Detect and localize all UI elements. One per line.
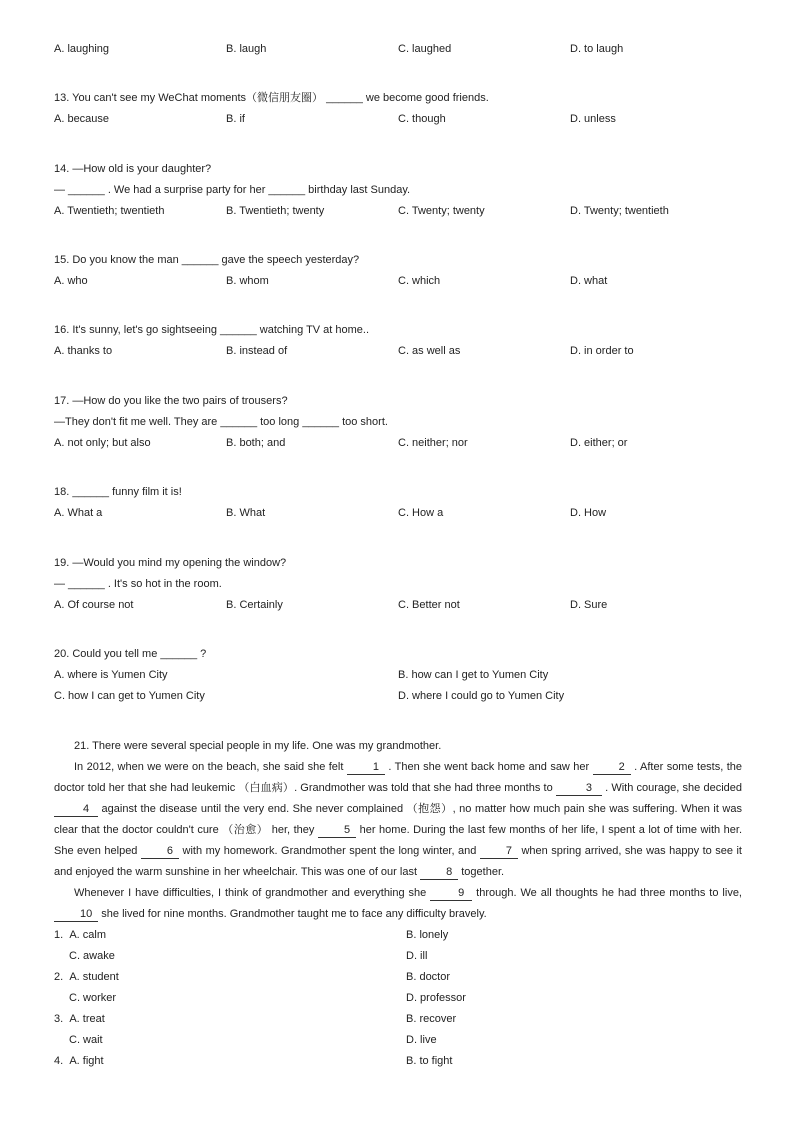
cloze-text: she lived for nine months. Grandmother taught me to face any difficulty bravely. bbox=[98, 908, 487, 920]
cloze-item-number: 4. bbox=[54, 1055, 64, 1067]
cloze-2-option-c[interactable]: C. worker bbox=[69, 992, 117, 1004]
q12-option-b[interactable]: B. laugh bbox=[226, 43, 267, 55]
cloze-blank-1[interactable]: 1 bbox=[347, 761, 385, 775]
q13-option-c[interactable]: C. though bbox=[398, 113, 446, 125]
cloze-2-option-d[interactable]: D. professor bbox=[406, 992, 466, 1004]
q13-option-b[interactable]: B. if bbox=[226, 113, 245, 125]
cloze-intro: 21. There were several special people in my life. One was my grandmother. bbox=[74, 740, 442, 752]
q20-option-b[interactable]: B. how can I get to Yumen City bbox=[398, 669, 549, 681]
q14-option-b[interactable]: B. Twentieth; twenty bbox=[226, 205, 325, 217]
cloze-item-number: 2. bbox=[54, 971, 64, 983]
q14-stem-line-1: 14. —How old is your daughter? bbox=[54, 163, 212, 175]
cloze-3-option-a[interactable]: A. treat bbox=[69, 1013, 105, 1025]
cloze-1-option-b[interactable]: B. lonely bbox=[406, 929, 449, 941]
q12-option-d[interactable]: D. to laugh bbox=[570, 43, 624, 55]
cloze-text: . With courage, she decided bbox=[601, 782, 742, 794]
q14-option-c[interactable]: C. Twenty; twenty bbox=[398, 205, 485, 217]
q19-option-a[interactable]: A. Of course not bbox=[54, 599, 134, 611]
q19-option-b[interactable]: B. Certainly bbox=[226, 599, 283, 611]
q12-option-c[interactable]: C. laughed bbox=[398, 43, 452, 55]
q17-option-c[interactable]: C. neither; nor bbox=[398, 437, 468, 449]
q16-option-c[interactable]: C. as well as bbox=[398, 345, 461, 357]
q19-stem-line-2: — ______ . It's so hot in the room. bbox=[54, 578, 222, 590]
q12-option-a[interactable]: A. laughing bbox=[54, 43, 110, 55]
q17-option-a[interactable]: A. not only; but also bbox=[54, 437, 151, 449]
q13-option-d[interactable]: D. unless bbox=[570, 113, 616, 125]
cloze-3-option-c[interactable]: C. wait bbox=[69, 1034, 103, 1046]
cloze-text: through. We all thoughts he had three months to live, bbox=[472, 887, 742, 899]
q19-option-c[interactable]: C. Better not bbox=[398, 599, 460, 611]
cloze-text: when spring arrived, she was happy to see it and enjoyed the warm sunshine in her wheelchair. This was one of our last bbox=[54, 845, 742, 878]
q14-stem-line-2: — ______ . We had a surprise party for her ______ birthday last Sunday. bbox=[54, 184, 411, 196]
cloze-blank-4[interactable]: 4 bbox=[54, 803, 98, 817]
q17-option-b[interactable]: B. both; and bbox=[226, 437, 286, 449]
q14-option-a[interactable]: A. Twentieth; twentieth bbox=[54, 205, 165, 217]
cloze-paragraph-2 bbox=[54, 883, 742, 925]
cloze-blank-7[interactable]: 7 bbox=[480, 845, 518, 859]
q15-stem: 15. Do you know the man ______ gave the speech yesterday? bbox=[54, 254, 360, 266]
cloze-1-option-c[interactable]: C. awake bbox=[69, 950, 115, 962]
cloze-text: together. bbox=[458, 866, 505, 878]
q15-option-d[interactable]: D. what bbox=[570, 275, 608, 287]
q18-option-c[interactable]: C. How a bbox=[398, 507, 444, 519]
cloze-text: . After some tests, the doctor told her that she had leukemic （白血病）. Grandmother was told that she had three months to bbox=[54, 761, 743, 794]
q14-option-d[interactable]: D. Twenty; twentieth bbox=[570, 205, 669, 217]
cloze-text: her home. During the last few months of her life, I spent a lot of time with her. She even helped bbox=[54, 824, 742, 857]
cloze-3-option-d[interactable]: D. live bbox=[406, 1034, 437, 1046]
cloze-1-option-a[interactable]: A. calm bbox=[69, 929, 106, 941]
cloze-3-option-b[interactable]: B. recover bbox=[406, 1013, 457, 1025]
q17-stem-line-1: 17. —How do you like the two pairs of trousers? bbox=[54, 395, 288, 407]
q16-option-a[interactable]: A. thanks to bbox=[54, 345, 113, 357]
q19-option-d[interactable]: D. Sure bbox=[570, 599, 608, 611]
q13-stem: 13. You can't see my WeChat moments（微信朋友圈） ______ we become good friends. bbox=[54, 92, 489, 104]
cloze-item-number: 3. bbox=[54, 1013, 64, 1025]
cloze-4-option-a[interactable]: A. fight bbox=[69, 1055, 104, 1067]
cloze-1-option-d[interactable]: D. ill bbox=[406, 950, 428, 962]
q16-stem: 16. It's sunny, let's go sightseeing ______ watching TV at home.. bbox=[54, 324, 370, 336]
cloze-text: Whenever I have difficulties, I think of grandmother and everything she bbox=[74, 887, 431, 899]
cloze-blank-2[interactable]: 2 bbox=[593, 761, 631, 775]
cloze-blank-6[interactable]: 6 bbox=[141, 845, 179, 859]
q15-option-c[interactable]: C. which bbox=[398, 275, 441, 287]
q19-stem-line-1: 19. —Would you mind my opening the window? bbox=[54, 557, 287, 569]
q17-option-d[interactable]: D. either; or bbox=[570, 437, 628, 449]
cloze-blank-9[interactable]: 9 bbox=[430, 887, 472, 901]
cloze-blank-3[interactable]: 3 bbox=[556, 782, 602, 796]
q18-stem: 18. ______ funny film it is! bbox=[54, 486, 182, 498]
q20-option-d[interactable]: D. where I could go to Yumen City bbox=[398, 690, 565, 702]
q16-option-b[interactable]: B. instead of bbox=[226, 345, 288, 357]
q18-option-b[interactable]: B. What bbox=[226, 507, 266, 519]
q18-option-d[interactable]: D. How bbox=[570, 507, 607, 519]
cloze-blank-5[interactable]: 5 bbox=[318, 824, 356, 838]
cloze-blank-8[interactable]: 8 bbox=[420, 866, 458, 880]
cloze-text: In 2012, when we were on the beach, she said she felt bbox=[74, 761, 347, 773]
cloze-2-option-a[interactable]: A. student bbox=[69, 971, 119, 983]
cloze-blank-10[interactable]: 10 bbox=[54, 908, 98, 922]
q16-option-d[interactable]: D. in order to bbox=[570, 345, 634, 357]
cloze-2-option-b[interactable]: B. doctor bbox=[406, 971, 451, 983]
q13-option-a[interactable]: A. because bbox=[54, 113, 110, 125]
q15-option-a[interactable]: A. who bbox=[54, 275, 88, 287]
cloze-4-option-b[interactable]: B. to fight bbox=[406, 1055, 453, 1067]
q20-stem: 20. Could you tell me ______ ? bbox=[54, 648, 207, 660]
q18-option-a[interactable]: A. What a bbox=[54, 507, 103, 519]
q20-option-a[interactable]: A. where is Yumen City bbox=[54, 669, 168, 681]
cloze-text: with my homework. Grandmother spent the long winter, and bbox=[179, 845, 480, 857]
cloze-paragraph-1 bbox=[54, 757, 742, 883]
cloze-text: against the disease until the very end. She never complained （抱怨）, no matter how much pain she was suffering. When it was clear that the doctor couldn't cure （治愈） her, they bbox=[54, 803, 742, 836]
q15-option-b[interactable]: B. whom bbox=[226, 275, 269, 287]
q17-stem-line-2: —They don't fit me well. They are ______ too long ______ too short. bbox=[54, 416, 388, 428]
cloze-item-number: 1. bbox=[54, 929, 64, 941]
cloze-text: . Then she went back home and saw her bbox=[384, 761, 593, 773]
q20-option-c[interactable]: C. how I can get to Yumen City bbox=[54, 690, 205, 702]
